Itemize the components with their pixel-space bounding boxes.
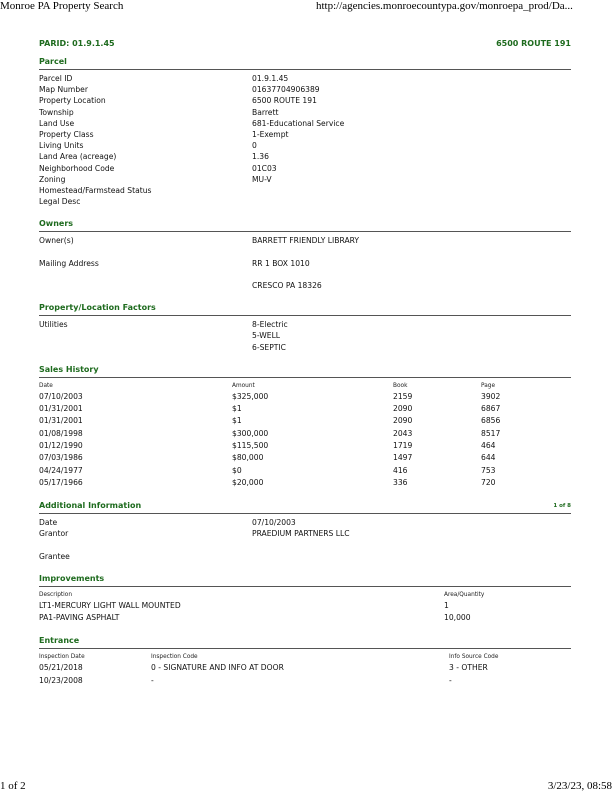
grantee-row: Grantee [39,551,70,561]
record-pager[interactable]: 1 of 8 [553,503,571,510]
table-row: 05/21/2018 0 - SIGNATURE AND INFO AT DOOR 3 - OTHER [39,663,488,673]
parcel-row: Land Area (acreage) 1.36 [39,152,269,162]
sales-table [39,381,571,489]
property-record [39,36,571,687]
additional-row: Date 07/10/2003 [39,518,296,528]
table-row: 01/08/1998 $300,000 2043 8517 [39,428,501,438]
section-title-factors: Property/Location Factors [39,303,156,313]
table-header: Description Area/Quantity [39,591,485,598]
table-row: 07/03/1986 $80,000 1497 644 [39,453,496,463]
parid-label: PARID: 01.9.1.45 [39,39,115,48]
print-footer-page: 1 of 2 [0,780,26,792]
parcel-row: Property Class 1-Exempt [39,129,289,139]
mailing-row: Mailing Address RR 1 BOX 1010 [39,258,310,268]
table-row: 07/10/2003 $325,000 2159 3902 [39,391,501,401]
divider [39,377,571,378]
divider [39,648,571,649]
table-row: 01/12/1990 $115,500 1719 464 [39,440,496,450]
print-header-title: Monroe PA Property Search [0,0,124,12]
table-row: 05/17/1966 $20,000 336 720 [39,477,496,487]
parcel-row: Map Number 01637704906389 [39,85,320,95]
parcel-row: Township Barrett [39,107,279,117]
entrance-table [39,652,571,687]
divider [39,231,571,232]
section-title-sales: Sales History [39,364,99,374]
table-header: Inspection Date Inspection Code Info Source Code [39,654,499,661]
table-row: PA1-PAVING ASPHALT 10,000 [39,613,471,623]
parcel-row: Living Units 0 [39,141,257,151]
utilities-row: 5-WELL [252,331,281,341]
divider [39,315,571,316]
table-row: 04/24/1977 $0 416 753 [39,465,496,475]
table-row: LT1-MERCURY LIGHT WALL MOUNTED 1 [39,600,449,610]
parcel-row: Homestead/Farmstead Status [39,185,152,195]
additional-row: Grantor PRAEDIUM PARTNERS LLC [39,529,350,539]
print-footer-datetime: 3/23/23, 08:58 [547,780,612,792]
parcel-row: Neighborhood Code 01C03 [39,163,277,173]
section-title-improvements: Improvements [39,573,105,583]
divider [39,586,571,587]
parcel-row: Zoning MU-V [39,174,272,184]
print-header-url[interactable]: http://agencies.monroecountypa.gov/monroepa_prod/Da... [316,0,573,12]
improvements-table [39,590,571,625]
parcel-row: Property Location 6500 ROUTE 191 [39,96,317,106]
owner-row: Owner(s) BARRETT FRIENDLY LIBRARY [39,236,360,246]
section-title-entrance: Entrance [39,636,80,646]
table-row: 10/23/2008 - - [39,675,452,685]
record-header [39,36,571,52]
divider [39,513,571,514]
utilities-row: Utilities 8-Electric [39,320,288,330]
mailing-row-2: CRESCO PA 18326 [252,281,322,290]
section-title-additional: Additional Information 1 of 8 [39,499,571,513]
parcel-row: Land Use 681-Educational Service [39,118,345,128]
parcel-row: Legal Desc [39,197,81,207]
section-title-owners: Owners [39,219,74,229]
parcel-row: Parcel ID 01.9.1.45 [39,74,289,83]
parcel-table [39,73,571,207]
property-address: 6500 ROUTE 191 [496,39,571,48]
table-row: 01/31/2001 $1 2090 6856 [39,416,501,426]
utilities-row: 6-SEPTIC [252,342,286,352]
table-row: 01/31/2001 $1 2090 6867 [39,404,501,414]
table-header: Date Amount Book Page [39,382,496,389]
section-title-parcel: Parcel [39,57,67,66]
divider [39,69,571,70]
